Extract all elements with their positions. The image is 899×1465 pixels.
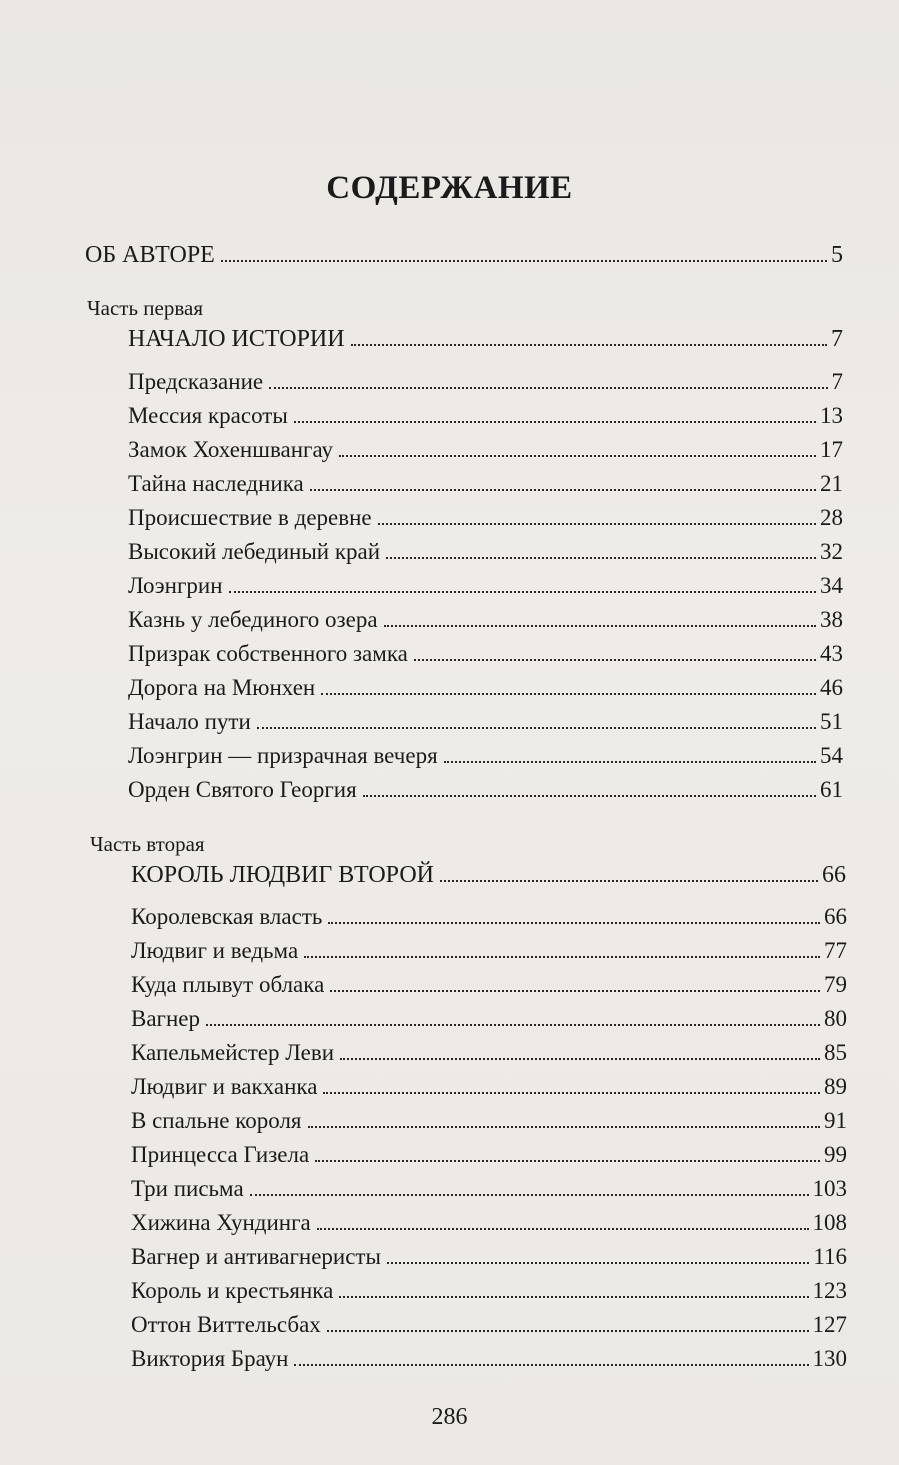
toc-entry-page: 34 [820, 573, 843, 598]
leader-dots [414, 659, 816, 661]
toc-entry-label: Виктория Браун [131, 1346, 289, 1371]
toc-entry[interactable] [128, 501, 843, 531]
toc-entry-page: 21 [820, 471, 843, 496]
toc-entry-page: 103 [812, 1176, 847, 1201]
toc-entry-page: 7 [831, 369, 843, 394]
toc-entry[interactable] [131, 1308, 847, 1338]
toc-entry-page: 51 [820, 709, 843, 734]
toc-entry[interactable] [128, 671, 843, 701]
toc-entry-label: Высокий лебединый край [128, 539, 381, 564]
toc-entry-page: 66 [824, 904, 847, 929]
toc-entry-label: Замок Хохеншвангау [128, 437, 334, 462]
toc-entry-label: Вагнер [131, 1006, 200, 1031]
leader-dots [363, 795, 816, 797]
toc-entry-label: Капельмейстер Леви [131, 1040, 335, 1065]
toc-entry[interactable] [128, 365, 843, 395]
toc-entry-label: Королевская власть [131, 904, 323, 929]
leader-dots [229, 591, 816, 593]
toc-entry-label: НАЧАЛО ИСТОРИИ [128, 326, 345, 352]
toc-entry[interactable] [128, 637, 843, 667]
toc-entry-page: 79 [824, 972, 847, 997]
toc-entry-page: 32 [820, 539, 843, 564]
toc-entry-label: Призрак собственного замка [128, 641, 408, 666]
toc-entry-page: 43 [820, 641, 843, 666]
toc-entry[interactable] [128, 739, 843, 769]
leader-dots [269, 387, 827, 389]
toc-entry[interactable] [128, 705, 843, 735]
toc-section-part2[interactable] [131, 858, 846, 888]
leader-dots [310, 489, 816, 491]
toc-entry-page: 66 [822, 862, 846, 888]
toc-entry-page: 17 [820, 437, 843, 462]
leader-dots [304, 956, 820, 958]
toc-entry[interactable] [131, 1342, 847, 1372]
toc-entry[interactable] [128, 569, 843, 599]
leader-dots [444, 761, 816, 763]
toc-entry-page: 89 [824, 1074, 847, 1099]
leader-dots [250, 1194, 809, 1196]
leader-dots [317, 1228, 809, 1230]
leader-dots [339, 1296, 808, 1298]
toc-entry[interactable] [131, 1138, 847, 1168]
leader-dots [294, 1364, 808, 1366]
toc-entry[interactable] [128, 773, 843, 803]
leader-dots [330, 990, 820, 992]
toc-entry[interactable] [131, 1206, 847, 1236]
toc-entry-label: Оттон Виттельсбах [131, 1312, 321, 1337]
toc-entry-page: 116 [813, 1244, 847, 1269]
toc-entry[interactable] [131, 1240, 847, 1270]
page-title: СОДЕРЖАНИЕ [326, 170, 573, 206]
toc-entry-label: Орден Святого Георгия [128, 777, 357, 802]
toc-entry-page: 77 [824, 938, 847, 963]
toc-entry-label: Людвиг и вакханка [131, 1074, 318, 1099]
toc-entry-label: Начало пути [128, 709, 251, 734]
toc-entry-label: Лоэнгрин — призрачная вечеря [128, 743, 438, 768]
toc-entry-label: Предсказание [128, 369, 264, 394]
leader-dots [351, 344, 827, 346]
toc-entry-label: Принцесса Гизела [131, 1142, 310, 1167]
toc-entry-page: 80 [824, 1006, 847, 1031]
toc-entry-page: 5 [831, 242, 843, 268]
leader-dots [340, 1058, 820, 1060]
toc-entry-label: Король и крестьянка [131, 1278, 334, 1303]
leader-dots [294, 421, 816, 423]
toc-entry-label: Куда плывут облака [131, 972, 325, 997]
toc-entry-label: Происшествие в деревне [128, 505, 372, 530]
toc-entry-label: Вагнер и антивагнеристы [131, 1244, 381, 1269]
toc-entry-author[interactable] [85, 238, 843, 268]
toc-entry-label: Казнь у лебединого озера [128, 607, 378, 632]
toc-entry[interactable] [131, 1104, 847, 1134]
toc-entry[interactable] [128, 467, 843, 497]
leader-dots [206, 1024, 820, 1026]
toc-entry-label: Хижина Хундинга [131, 1210, 311, 1235]
leader-dots [321, 693, 816, 695]
toc-entry[interactable] [131, 1274, 847, 1304]
leader-dots [308, 1126, 820, 1128]
toc-entry-page: 7 [831, 326, 843, 352]
toc-entry[interactable] [128, 535, 843, 565]
toc-entry-page: 85 [824, 1040, 847, 1065]
toc-entry-label: КОРОЛЬ ЛЮДВИГ ВТОРОЙ [131, 862, 434, 888]
toc-entry-page: 61 [820, 777, 843, 802]
toc-entry-page: 54 [820, 743, 843, 768]
toc-entry[interactable] [131, 1036, 847, 1066]
toc-entry[interactable] [128, 603, 843, 633]
page-number: 286 [431, 1404, 468, 1430]
leader-dots [384, 625, 816, 627]
toc-entry-page: 28 [820, 505, 843, 530]
leader-dots [323, 1092, 820, 1094]
leader-dots [315, 1160, 820, 1162]
leader-dots [339, 455, 816, 457]
toc-entry[interactable] [131, 934, 847, 964]
toc-entry-label: Лоэнгрин [128, 573, 223, 598]
toc-entry-page: 46 [820, 675, 843, 700]
toc-entry-page: 38 [820, 607, 843, 632]
toc-entry-page: 127 [812, 1312, 847, 1337]
toc-entry[interactable] [131, 1002, 847, 1032]
toc-entry-label: Три письма [131, 1176, 244, 1201]
toc-entry-label: Мессия красоты [128, 403, 288, 428]
leader-dots [221, 260, 827, 262]
leader-dots [378, 523, 816, 525]
part-label-first: Часть первая [87, 296, 203, 320]
leader-dots [257, 727, 816, 729]
part-label-second: Часть вторая [90, 832, 205, 856]
toc-entry[interactable] [128, 433, 843, 463]
toc-entry-label: Дорога на Мюнхен [128, 675, 316, 700]
leader-dots [327, 1330, 809, 1332]
toc-entry[interactable] [128, 399, 843, 429]
toc-entry-page: 130 [812, 1346, 847, 1371]
leader-dots [328, 922, 820, 924]
toc-entry[interactable] [131, 968, 847, 998]
toc-entry-page: 13 [820, 403, 843, 428]
toc-entry-page: 91 [824, 1108, 847, 1133]
leader-dots [387, 1262, 809, 1264]
toc-entry-page: 123 [812, 1278, 847, 1303]
toc-entry-page: 108 [812, 1210, 847, 1235]
leader-dots [386, 557, 816, 559]
toc-entry[interactable] [131, 900, 847, 930]
toc-entry-page: 99 [824, 1142, 847, 1167]
toc-section-part1[interactable] [128, 322, 843, 352]
toc-entry-label: В спальне короля [131, 1108, 302, 1133]
toc-entry-label: Людвиг и ведьма [131, 938, 299, 963]
toc-entry-label: Тайна наследника [128, 471, 304, 496]
leader-dots [440, 880, 818, 882]
toc-entry[interactable] [131, 1172, 847, 1202]
toc-entry-label: ОБ АВТОРЕ [85, 242, 215, 268]
toc-entry[interactable] [131, 1070, 847, 1100]
